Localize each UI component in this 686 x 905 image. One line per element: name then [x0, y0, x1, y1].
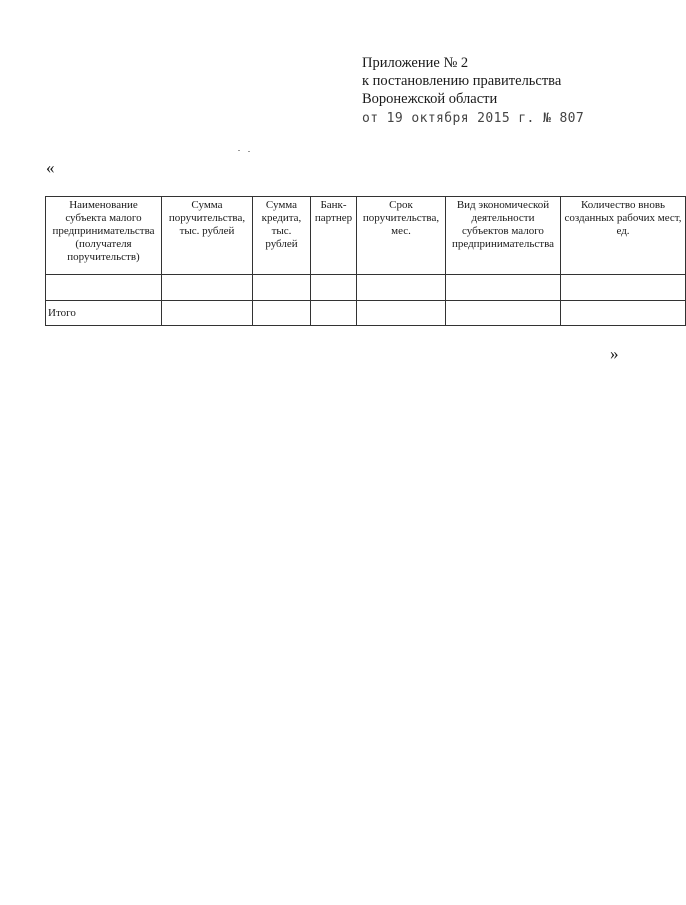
- opening-quote: «: [46, 158, 55, 177]
- table-cell: [561, 301, 686, 326]
- table-cell: [162, 301, 253, 326]
- appendix-region: Воронежской области: [362, 91, 498, 107]
- table-cell: [253, 275, 311, 301]
- guarantee-table: [45, 196, 686, 326]
- table-cell: [357, 301, 446, 326]
- scan-speck: [238, 150, 240, 151]
- total-label: Итого: [46, 301, 162, 326]
- column-header: Сумма кредита, тыс. рублей: [253, 197, 311, 275]
- table-cell: [311, 275, 357, 301]
- column-header: Вид экономической деятельности субъектов малого предпринимательства: [446, 197, 561, 275]
- date-stamp: от 19 октября 2015 г. № 807: [362, 111, 585, 126]
- table-cell: [357, 275, 446, 301]
- table-row: [46, 275, 686, 301]
- column-header: Количество вновь созданных рабочих мест, ед.: [561, 197, 686, 275]
- table-cell: [446, 301, 561, 326]
- appendix-title: Приложение № 2: [362, 55, 469, 71]
- table-cell: [253, 301, 311, 326]
- table-cell: [311, 301, 357, 326]
- table-cell: [561, 275, 686, 301]
- guarantee-table-container: [45, 196, 682, 330]
- column-header: Срок поручительства, мес.: [357, 197, 446, 275]
- column-header: Сумма поручительства, тыс. рублей: [162, 197, 253, 275]
- table-cell: [162, 275, 253, 301]
- appendix-reference: к постановлению правительства: [362, 73, 562, 89]
- table-total-row: [46, 301, 686, 326]
- appendix-header: [362, 54, 632, 128]
- closing-quote: »: [610, 344, 619, 363]
- column-header: Банк-партнер: [311, 197, 357, 275]
- table-cell: [446, 275, 561, 301]
- table-header-row: [46, 197, 686, 275]
- table-cell: [46, 275, 162, 301]
- scan-speck: [248, 151, 250, 152]
- column-header: Наименование субъекта малого предпринимательства (получателя поручительств): [46, 197, 162, 275]
